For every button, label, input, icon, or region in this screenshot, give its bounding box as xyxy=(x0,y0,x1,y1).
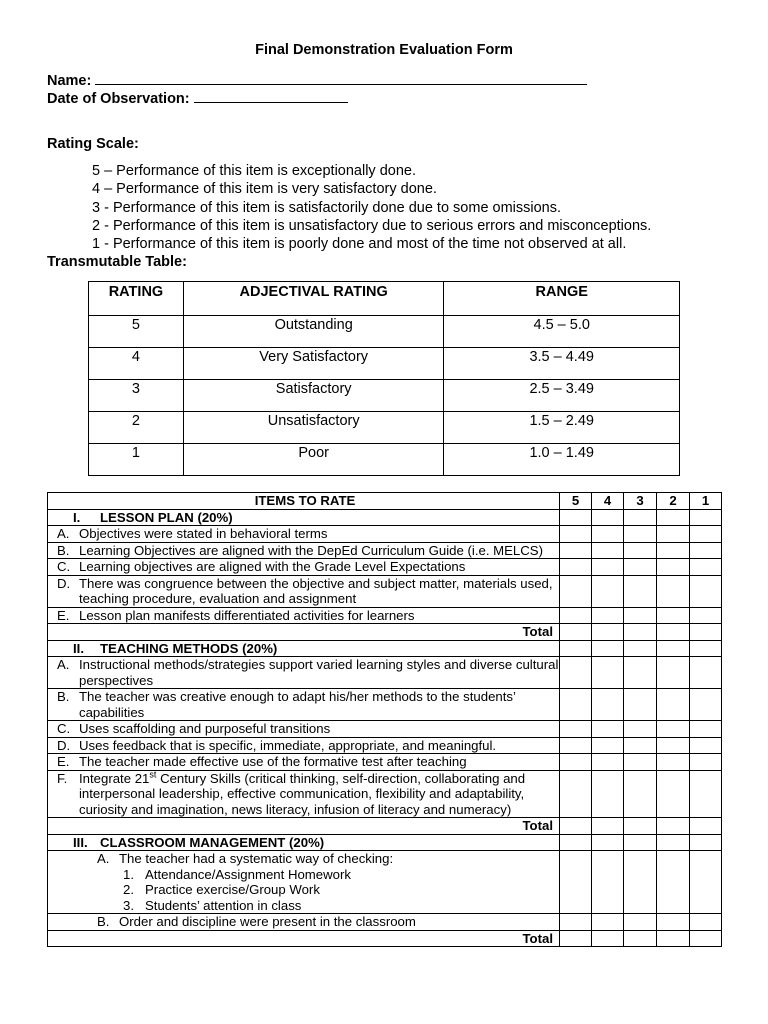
score-cell[interactable] xyxy=(657,914,690,931)
score-cell[interactable] xyxy=(624,930,657,947)
score-cell[interactable] xyxy=(560,640,592,657)
score-cell[interactable] xyxy=(560,770,592,818)
score-cell[interactable] xyxy=(690,607,722,624)
table-row xyxy=(48,575,722,607)
score-cell[interactable] xyxy=(560,689,592,721)
score-cell[interactable] xyxy=(592,624,624,641)
score-cell[interactable] xyxy=(690,575,722,607)
score-cell[interactable] xyxy=(690,624,722,641)
score-cell[interactable] xyxy=(690,818,722,835)
score-cell[interactable] xyxy=(657,689,690,721)
table-row xyxy=(48,542,722,559)
score-cell[interactable] xyxy=(592,851,624,914)
item xyxy=(51,851,559,867)
score-cell[interactable] xyxy=(592,754,624,771)
table-row xyxy=(48,721,722,738)
score-cell[interactable] xyxy=(624,834,657,851)
score-cell[interactable] xyxy=(560,737,592,754)
score-cell[interactable] xyxy=(624,737,657,754)
items-to-rate-table xyxy=(47,492,722,947)
transmutable-header-row xyxy=(89,282,680,316)
score-cell[interactable] xyxy=(624,851,657,914)
score-cell[interactable] xyxy=(592,640,624,657)
item xyxy=(51,771,559,818)
score-cell[interactable] xyxy=(560,754,592,771)
score-cell[interactable] xyxy=(624,542,657,559)
score-cell[interactable] xyxy=(560,930,592,947)
sub-item-text: Attendance/Assignment Homework xyxy=(145,866,351,882)
score-cell[interactable] xyxy=(560,657,592,689)
table-row xyxy=(48,770,722,818)
score-cell[interactable] xyxy=(624,914,657,931)
item-text xyxy=(79,771,559,818)
item-letter: B. xyxy=(57,542,70,558)
item-letter: A. xyxy=(97,851,110,866)
item-text: Uses feedback that is specific, immediate, appropriate, and meaningful. xyxy=(79,737,497,753)
score-cell[interactable] xyxy=(592,818,624,835)
total-label: Total xyxy=(48,818,560,835)
table-row xyxy=(48,526,722,543)
item-letter: C. xyxy=(57,721,71,736)
sub-item-text: Practice exercise/Group Work xyxy=(145,882,320,897)
section-number: II. xyxy=(73,640,84,656)
item-cell xyxy=(48,575,560,607)
total-row xyxy=(48,624,722,641)
score-cell[interactable] xyxy=(657,851,690,914)
transmutable-heading: Transmutable Table: xyxy=(47,254,187,270)
item-cell xyxy=(48,526,560,543)
item-letter: A. xyxy=(57,657,70,672)
score-cell[interactable] xyxy=(690,834,722,851)
score-header: 2 xyxy=(657,493,690,510)
score-header: 4 xyxy=(592,493,624,510)
items-header: ITEMS TO RATE xyxy=(48,493,560,510)
score-cell[interactable] xyxy=(592,930,624,947)
rating-scale-item: 1 - Performance of this item is poorly done and most of the time not observed at all. xyxy=(92,236,627,253)
score-cell[interactable] xyxy=(592,737,624,754)
item xyxy=(51,657,559,688)
item-cell xyxy=(48,914,560,931)
score-cell[interactable] xyxy=(592,770,624,818)
item-cell xyxy=(48,851,560,914)
score-cell[interactable] xyxy=(592,914,624,931)
item-text: The teacher made effective use of the formative test after teaching xyxy=(79,754,467,769)
table-row xyxy=(89,444,680,476)
score-cell[interactable] xyxy=(690,657,722,689)
item-text-part: Integrate 21 xyxy=(79,770,150,786)
score-cell[interactable] xyxy=(657,607,690,624)
column-header: RATING xyxy=(89,282,184,316)
score-cell[interactable] xyxy=(560,721,592,738)
total-label: Total xyxy=(48,624,560,641)
range-cell: 1.0 – 1.49 xyxy=(444,444,680,476)
score-cell[interactable] xyxy=(690,689,722,721)
item-cell xyxy=(48,542,560,559)
score-cell[interactable] xyxy=(657,640,690,657)
score-cell[interactable] xyxy=(624,657,657,689)
item-text: Order and discipline were present in the classroom xyxy=(119,914,416,929)
column-header: RANGE xyxy=(444,282,680,316)
item-letter: B. xyxy=(97,914,110,929)
score-cell[interactable] xyxy=(624,624,657,641)
rating-cell: 2 xyxy=(89,412,184,444)
score-cell[interactable] xyxy=(560,575,592,607)
score-cell[interactable] xyxy=(592,526,624,543)
item-cell xyxy=(48,754,560,771)
score-cell[interactable] xyxy=(657,930,690,947)
score-cell[interactable] xyxy=(592,657,624,689)
score-cell[interactable] xyxy=(592,689,624,721)
score-cell[interactable] xyxy=(657,575,690,607)
score-cell[interactable] xyxy=(657,770,690,818)
score-cell[interactable] xyxy=(657,818,690,835)
score-cell[interactable] xyxy=(690,737,722,754)
section-title: LESSON PLAN (20%) xyxy=(100,509,233,525)
score-cell[interactable] xyxy=(657,559,690,576)
rating-scale-item: 2 - Performance of this item is unsatisfactory due to serious errors and misconceptions. xyxy=(92,217,652,234)
items-header-row xyxy=(48,493,722,510)
item-text-sup: st xyxy=(149,769,157,780)
score-cell[interactable] xyxy=(624,770,657,818)
rating-cell: 3 xyxy=(89,380,184,412)
item xyxy=(51,559,559,575)
date-label: Date of Observation: xyxy=(47,91,190,107)
table-row xyxy=(89,348,680,380)
section-row xyxy=(48,509,722,526)
item-text: There was congruence between the objective and subject matter, materials used, teaching procedure, evaluation and assignment xyxy=(79,575,553,606)
item xyxy=(51,738,559,754)
score-cell[interactable] xyxy=(624,559,657,576)
score-cell[interactable] xyxy=(624,721,657,738)
range-cell: 1.5 – 2.49 xyxy=(444,412,680,444)
sub-item xyxy=(51,867,559,883)
date-field[interactable] xyxy=(47,89,348,107)
item-cell xyxy=(48,607,560,624)
item-cell xyxy=(48,559,560,576)
score-cell[interactable] xyxy=(690,930,722,947)
section-heading xyxy=(48,509,560,526)
total-row xyxy=(48,930,722,947)
item-letter: E. xyxy=(57,754,70,769)
item-text: Objectives were stated in behavioral terms xyxy=(79,526,328,541)
item-text: Lesson plan manifests differentiated activities for learners xyxy=(79,607,415,623)
sub-item xyxy=(51,898,559,914)
item-cell xyxy=(48,657,560,689)
score-cell[interactable] xyxy=(690,754,722,771)
column-header: ADJECTIVAL RATING xyxy=(183,282,444,316)
score-cell[interactable] xyxy=(624,689,657,721)
section-title: TEACHING METHODS (20%) xyxy=(100,640,278,656)
score-cell[interactable] xyxy=(690,526,722,543)
score-cell[interactable] xyxy=(690,914,722,931)
adjectival-cell: Very Satisfactory xyxy=(183,348,444,380)
table-row xyxy=(89,316,680,348)
item xyxy=(51,543,559,559)
item-text: Uses scaffolding and purposeful transitions xyxy=(79,721,331,736)
score-cell[interactable] xyxy=(592,834,624,851)
score-cell[interactable] xyxy=(560,914,592,931)
table-row xyxy=(48,689,722,721)
item xyxy=(51,576,559,607)
name-field[interactable] xyxy=(47,71,587,89)
range-cell: 4.5 – 5.0 xyxy=(444,316,680,348)
score-cell[interactable] xyxy=(560,624,592,641)
date-line[interactable] xyxy=(194,89,348,103)
score-cell[interactable] xyxy=(592,721,624,738)
adjectival-cell: Satisfactory xyxy=(183,380,444,412)
form-title: Final Demonstration Evaluation Form xyxy=(255,42,513,58)
table-row xyxy=(89,380,680,412)
score-cell[interactable] xyxy=(690,509,722,526)
table-row xyxy=(48,851,722,914)
total-row xyxy=(48,818,722,835)
range-cell: 3.5 – 4.49 xyxy=(444,348,680,380)
score-cell[interactable] xyxy=(657,526,690,543)
item-letter: C. xyxy=(57,559,71,574)
rating-scale-item: 3 - Performance of this item is satisfactorily done due to some omissions. xyxy=(92,199,562,216)
total-label: Total xyxy=(48,930,560,947)
score-cell[interactable] xyxy=(592,542,624,559)
score-cell[interactable] xyxy=(592,559,624,576)
item-cell xyxy=(48,689,560,721)
score-cell[interactable] xyxy=(560,834,592,851)
score-cell[interactable] xyxy=(592,575,624,607)
table-row xyxy=(48,559,722,576)
table-row xyxy=(48,914,722,931)
item xyxy=(51,754,559,770)
score-cell[interactable] xyxy=(624,640,657,657)
rating-scale-item: 5 – Performance of this item is exceptionally done. xyxy=(92,163,416,179)
section-number: III. xyxy=(73,834,88,850)
rating-cell: 4 xyxy=(89,348,184,380)
rating-scale-list xyxy=(92,162,651,253)
item-cell xyxy=(48,721,560,738)
score-cell[interactable] xyxy=(560,607,592,624)
adjectival-cell: Unsatisfactory xyxy=(183,412,444,444)
table-row xyxy=(48,754,722,771)
table-row xyxy=(48,607,722,624)
score-cell[interactable] xyxy=(560,818,592,835)
section-heading xyxy=(48,834,560,851)
table-row xyxy=(89,412,680,444)
score-cell[interactable] xyxy=(657,509,690,526)
score-cell[interactable] xyxy=(624,575,657,607)
score-cell[interactable] xyxy=(624,607,657,624)
score-cell[interactable] xyxy=(560,526,592,543)
item-letter: F. xyxy=(57,770,68,786)
section-title: CLASSROOM MANAGEMENT (20%) xyxy=(100,834,325,850)
score-cell[interactable] xyxy=(560,851,592,914)
score-cell[interactable] xyxy=(560,509,592,526)
adjectival-cell: Outstanding xyxy=(183,316,444,348)
range-cell: 2.5 – 3.49 xyxy=(444,380,680,412)
section-row xyxy=(48,834,722,851)
section-number: I. xyxy=(73,509,81,525)
score-cell[interactable] xyxy=(592,607,624,624)
score-cell[interactable] xyxy=(657,542,690,559)
rating-scale-item: 4 – Performance of this item is very satisfactory done. xyxy=(92,181,437,198)
section-row xyxy=(48,640,722,657)
score-cell[interactable] xyxy=(690,770,722,818)
score-cell[interactable] xyxy=(624,509,657,526)
item-text: Instructional methods/strategies support varied learning styles and diverse cultural perspectives xyxy=(79,657,559,688)
sub-item-number: 1. xyxy=(123,866,134,882)
score-cell[interactable] xyxy=(624,754,657,771)
sub-item xyxy=(51,882,559,898)
score-cell[interactable] xyxy=(657,754,690,771)
item-text: Learning Objectives are aligned with the DepEd Curriculum Guide (i.e. MELCS) xyxy=(79,542,543,558)
name-label: Name: xyxy=(47,73,92,89)
score-cell[interactable] xyxy=(690,559,722,576)
score-header: 5 xyxy=(560,493,592,510)
item-text: The teacher had a systematic way of checking: xyxy=(119,851,394,866)
score-cell[interactable] xyxy=(592,509,624,526)
item-letter: E. xyxy=(57,607,70,623)
item-letter: A. xyxy=(57,526,70,541)
sub-item-number: 3. xyxy=(123,897,134,913)
item-letter: D. xyxy=(57,737,71,753)
item-letter: B. xyxy=(57,689,70,704)
sub-item-text: Students’ attention in class xyxy=(145,897,302,913)
rating-scale-heading: Rating Scale: xyxy=(47,136,139,152)
score-cell[interactable] xyxy=(624,818,657,835)
score-header: 1 xyxy=(690,493,722,510)
score-cell[interactable] xyxy=(657,624,690,641)
item-letter: D. xyxy=(57,575,71,591)
score-cell[interactable] xyxy=(657,737,690,754)
transmutable-table xyxy=(88,281,680,476)
score-cell[interactable] xyxy=(690,542,722,559)
table-row xyxy=(48,737,722,754)
item xyxy=(51,689,559,720)
item xyxy=(51,721,559,737)
score-cell[interactable] xyxy=(657,721,690,738)
score-cell[interactable] xyxy=(560,542,592,559)
rating-cell: 1 xyxy=(89,444,184,476)
name-line[interactable] xyxy=(95,71,587,85)
item xyxy=(51,526,559,542)
adjectival-cell: Poor xyxy=(183,444,444,476)
rating-cell: 5 xyxy=(89,316,184,348)
score-cell[interactable] xyxy=(657,834,690,851)
item-cell xyxy=(48,737,560,754)
item-text: Learning objectives are aligned with the Grade Level Expectations xyxy=(79,559,466,574)
score-cell[interactable] xyxy=(690,851,722,914)
item xyxy=(51,608,559,624)
section-heading xyxy=(48,640,560,657)
item-cell xyxy=(48,770,560,818)
score-cell[interactable] xyxy=(657,657,690,689)
score-header: 3 xyxy=(624,493,657,510)
score-cell[interactable] xyxy=(624,526,657,543)
table-row xyxy=(48,657,722,689)
score-cell[interactable] xyxy=(560,559,592,576)
score-cell[interactable] xyxy=(690,640,722,657)
item-text-part: Century Skills (critical thinking, self-direction, collaborating and interpersonal leadership, effective communication, flexibility and adaptability, curiosity and imagination, news literacy, infusion of literacy and numeracy) xyxy=(79,770,526,817)
item-text: The teacher was creative enough to adapt his/her methods to the students’ capabilities xyxy=(79,689,516,720)
score-cell[interactable] xyxy=(690,721,722,738)
item xyxy=(51,914,559,930)
sub-item-number: 2. xyxy=(123,882,134,897)
